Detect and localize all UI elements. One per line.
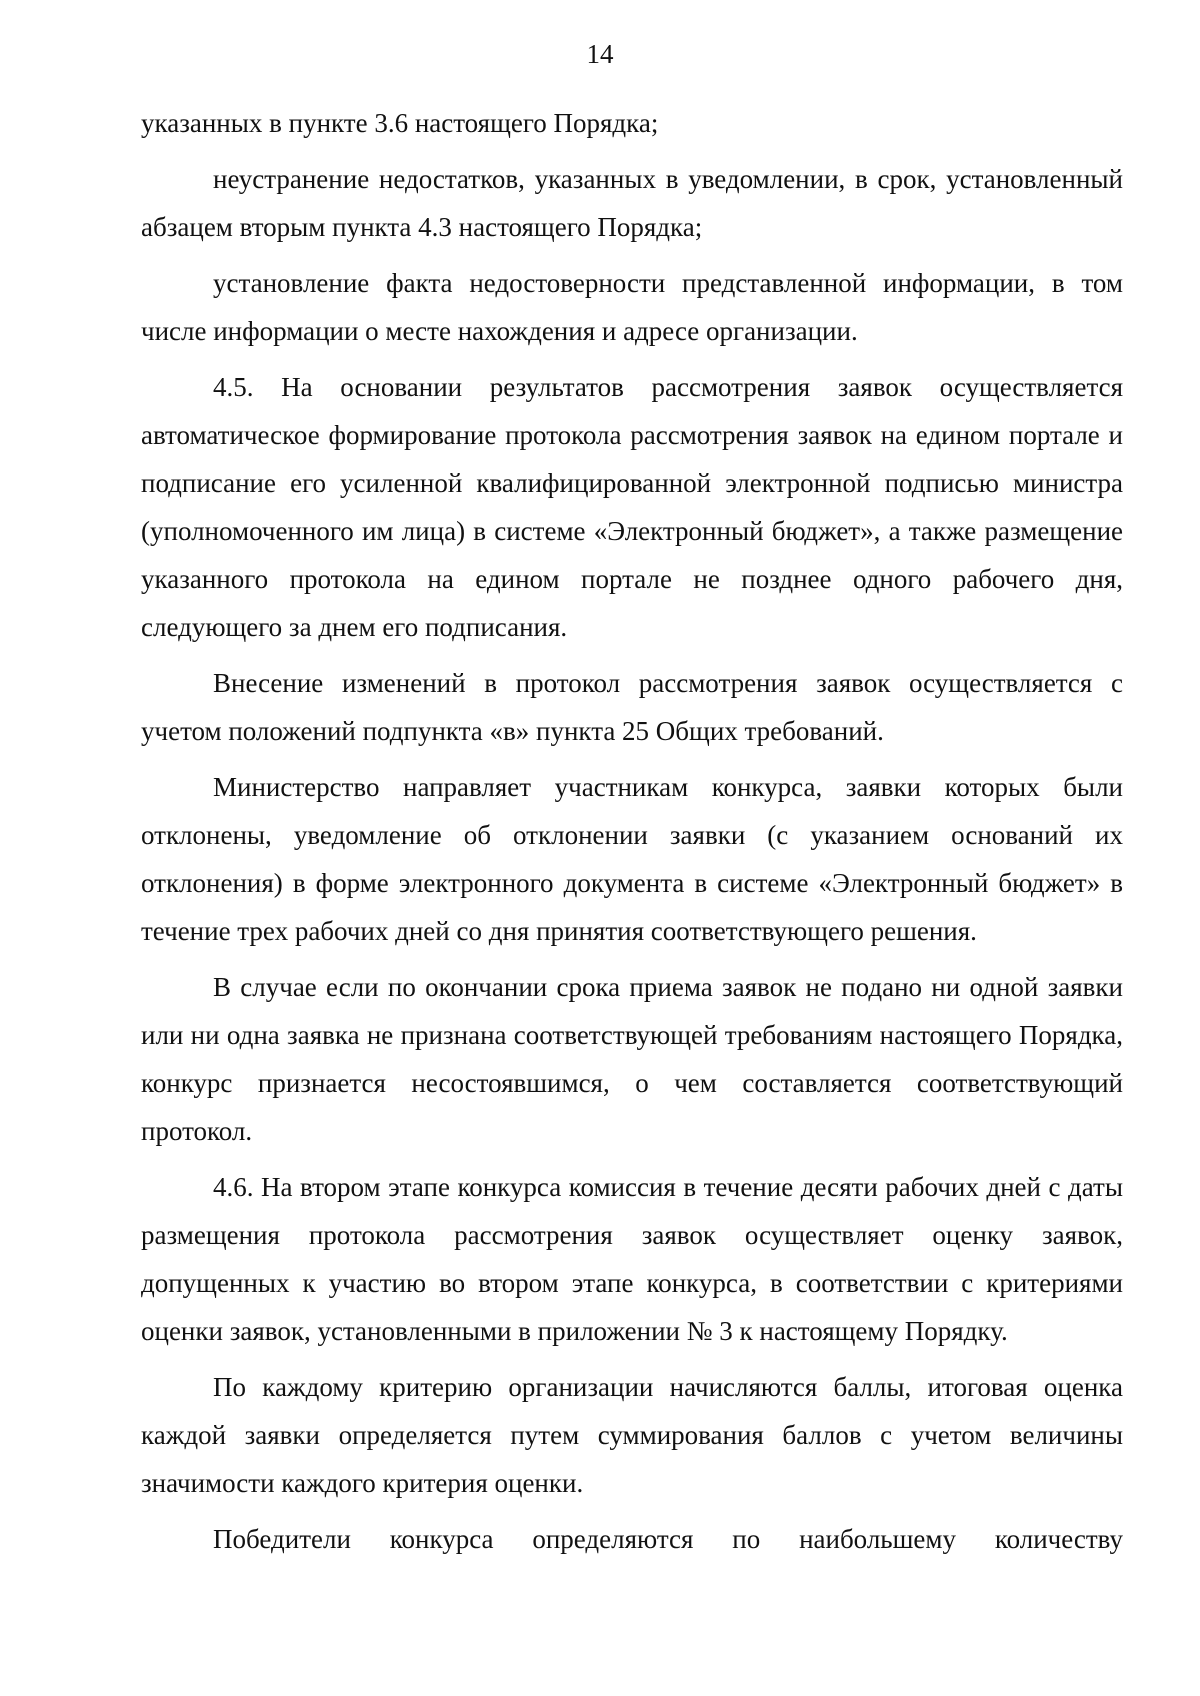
- paragraph-scoring: По каждому критерию организации начисляются баллы, итоговая оценка каждой заявки определяется путем суммирования баллов с учетом величины значимости каждого критерия оценки.: [141, 1372, 1123, 1498]
- paragraph-4-5: 4.5. На основании результатов рассмотрения заявок осуществляется автоматическое формирование протокола рассмотрения заявок на едином портале и подписание его усиленной квалифицированной электронной подписью министра (уполномоченного им лица) в системе «Электронный бюджет», а также размещение указанного протокола на едином портале не позднее одного рабочего дня, следующего за днем его подписания.: [141, 372, 1123, 642]
- paragraph-winners: Победители конкурса определяются по наибольшему количеству: [213, 1524, 1123, 1554]
- paragraph-amendments: Внесение изменений в протокол рассмотрения заявок осуществляется с учетом положений подпункта «в» пункта 25 Общих требований.: [141, 668, 1123, 746]
- page-number: 14: [586, 39, 614, 69]
- paragraph-2: неустранение недостатков, указанных в уведомлении, в срок, установленный абзацем вторым пункта 4.3 настоящего Порядка;: [141, 164, 1123, 242]
- paragraph-3: установление факта недостоверности представленной информации, в том числе информации о месте нахождения и адресе организации.: [141, 268, 1123, 346]
- paragraph-4-6: 4.6. На втором этапе конкурса комиссия в течение десяти рабочих дней с даты размещения протокола рассмотрения заявок осуществляет оценку заявок, допущенных к участию во втором этапе конкурса, в соответствии с критериями оценки заявок, установленными в приложении № 3 к настоящему Порядку.: [141, 1172, 1123, 1346]
- paragraph-no-applications: В случае если по окончании срока приема заявок не подано ни одной заявки или ни одна заявка не признана соответствующей требованиям настоящего Порядка, конкурс признается несостоявшимся, о чем составляется соответствующий протокол.: [141, 972, 1123, 1146]
- document-body: [141, 99, 1123, 1571]
- paragraph-1: указанных в пункте 3.6 настоящего Порядка;: [141, 108, 659, 138]
- paragraph-ministry-notice: Министерство направляет участникам конкурса, заявки которых были отклонены, уведомление об отклонении заявки (с указанием оснований их отклонения) в форме электронного документа в системе «Электронный бюджет» в течение трех рабочих дней со дня принятия соответствующего решения.: [141, 772, 1123, 946]
